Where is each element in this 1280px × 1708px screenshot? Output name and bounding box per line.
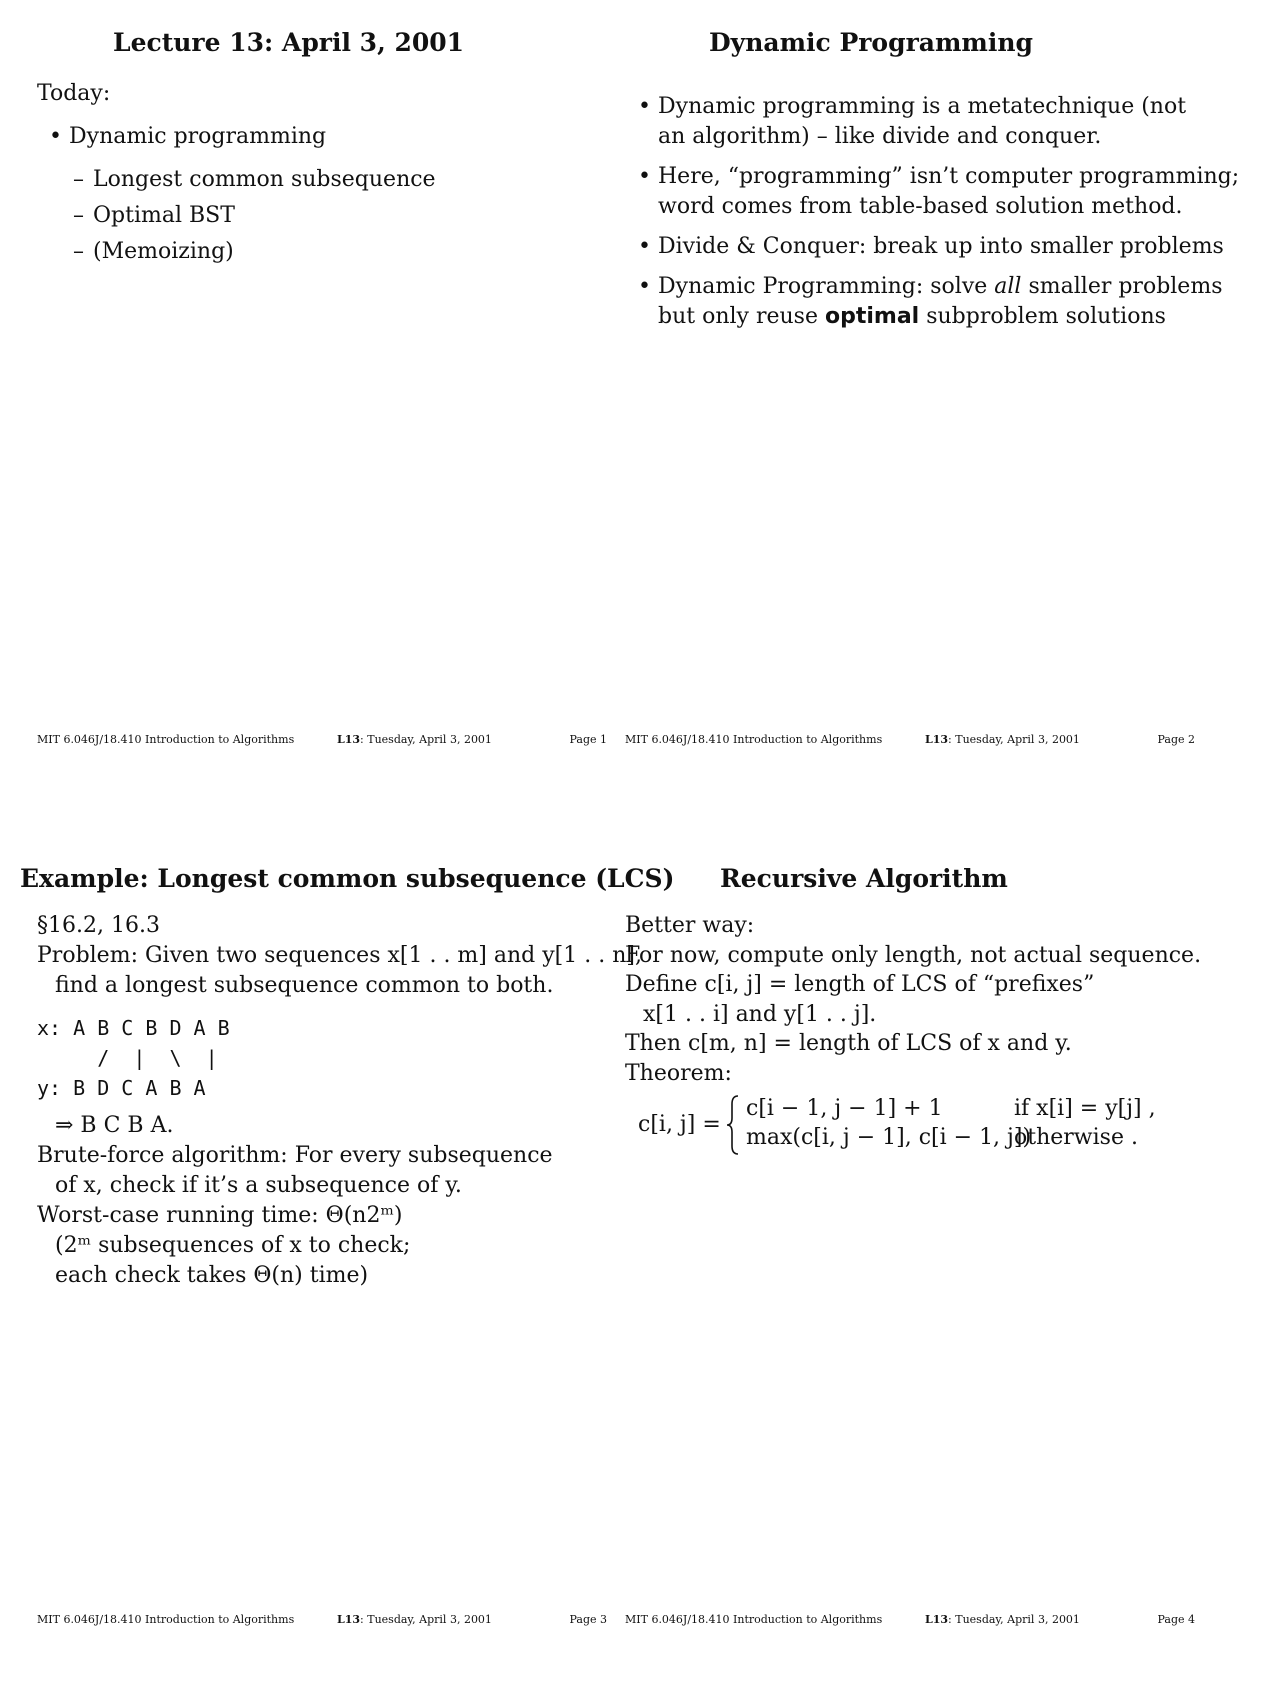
text-line: For now, compute only length, not actual sequence. (625, 942, 1202, 968)
sub-item: – Longest common subsequence (71, 162, 436, 198)
today-label: Today: (37, 81, 111, 106)
brute-force-line: of x, check if it’s a subsequence of y. (55, 1173, 462, 1198)
footer-course: MIT 6.046J/18.410 Introduction to Algorithms (625, 733, 883, 746)
brute-force-line: Brute-force algorithm: For every subsequence (37, 1143, 553, 1168)
footer-course: MIT 6.046J/18.410 Introduction to Algorithms (37, 1613, 295, 1626)
case-1-condition: if x[i] = y[j] , (1014, 1096, 1156, 1121)
y-sequence: y: B D C A B A (37, 1076, 206, 1100)
bold-text: optimal (824, 304, 920, 329)
footer-course: MIT 6.046J/18.410 Introduction to Algorithms (37, 733, 295, 746)
bullet-item (636, 162, 1239, 222)
sub-item: – Optimal BST (71, 198, 436, 234)
case-1-expression: c[i − 1, j − 1] + 1 (746, 1096, 943, 1121)
text-line: Define c[i, j] = length of LCS of “prefixes” (625, 972, 1095, 997)
slide-4 (620, 864, 1260, 1708)
slide-3 (0, 864, 675, 1708)
text-line: x[1 . . i] and y[1 . . j]. (643, 1001, 877, 1027)
bullet-item (636, 232, 1239, 262)
footer-lecture-date: : Tuesday, April 3, 2001 (948, 733, 1080, 746)
slide-title: Dynamic Programming (709, 28, 1034, 57)
case-2-expression: max(c[i, j − 1], c[i − 1, j]) (746, 1125, 1032, 1150)
slide-body (37, 911, 642, 1291)
slide-footer (37, 1613, 607, 1629)
equation-lhs: c[i, j] = (638, 1112, 721, 1137)
footer-page: Page 3 (569, 1613, 607, 1626)
slide-footer (625, 1613, 1195, 1629)
bullet-line: word comes from table-based solution method. (658, 194, 1183, 219)
bullet-item (636, 272, 1239, 332)
problem-line: Problem: Given two sequences x[1 . . m] and y[1 . . n], (37, 943, 642, 968)
footer-lecture-code: L13 (337, 733, 361, 746)
text-line: Theorem: (625, 1060, 732, 1086)
slide-1 (0, 0, 640, 828)
footer-lecture-code: L13 (925, 1613, 949, 1626)
text-run: smaller problems (1021, 274, 1223, 299)
slide-footer (37, 733, 607, 749)
lcs-result: ⇒ B C B A. (55, 1113, 174, 1138)
alignment-links: / | \ | (37, 1046, 218, 1070)
bullet-item (636, 92, 1239, 152)
bullet-line (658, 272, 1239, 302)
text-run: but only reuse (658, 304, 825, 329)
footer-lecture-code: L13 (337, 1613, 361, 1626)
slide-title: Recursive Algorithm (720, 864, 1008, 893)
footer-page: Page 4 (1157, 1613, 1195, 1626)
bullet-line: • Dynamic programming is a metatechnique (not (658, 94, 1187, 119)
footer-lecture-date: : Tuesday, April 3, 2001 (948, 1613, 1080, 1626)
sub-item: – (Memoizing) (71, 234, 436, 270)
slide-title: Lecture 13: April 3, 2001 (113, 28, 465, 57)
slide-footer (625, 733, 1195, 749)
footer-lecture (925, 733, 1080, 746)
slide-2 (620, 0, 1260, 828)
footer-lecture-code: L13 (925, 733, 949, 746)
problem-line: find a longest subsequence common to both. (55, 973, 554, 998)
footer-page: Page 1 (569, 733, 607, 746)
emphasis-text: all (994, 274, 1022, 299)
left-brace (726, 1094, 740, 1156)
footer-lecture-date: : Tuesday, April 3, 2001 (360, 1613, 492, 1626)
bullet-text: Dynamic programming (69, 124, 327, 149)
footer-lecture (337, 1613, 492, 1626)
case-2-condition: otherwise . (1014, 1125, 1138, 1150)
text-line: Better way: (625, 913, 755, 938)
footer-course: MIT 6.046J/18.410 Introduction to Algorithms (625, 1613, 883, 1626)
x-sequence: x: A B C B D A B (37, 1016, 230, 1040)
sub-list (71, 162, 436, 270)
footer-lecture-date: : Tuesday, April 3, 2001 (360, 733, 492, 746)
slide-body (625, 911, 1201, 1088)
bullet-item (47, 121, 436, 152)
slide-title: Example: Longest common subsequence (LCS) (20, 864, 675, 893)
section-ref: §16.2, 16.3 (37, 913, 160, 938)
bullet-line: • Divide & Conquer: break up into smaller problems (658, 234, 1224, 259)
slide-body (636, 92, 1239, 342)
bullet-line: • Here, “programming” isn’t computer programming; (658, 164, 1240, 189)
footer-page: Page 2 (1157, 733, 1195, 746)
bullet-line: an algorithm) – like divide and conquer. (658, 124, 1102, 149)
text-run: Dynamic Programming: solve (658, 274, 995, 299)
worst-case-line: Worst-case running time: Θ(n2ᵐ) (37, 1203, 403, 1228)
text-line: Then c[m, n] = length of LCS of x and y. (625, 1031, 1072, 1056)
bullet-line (658, 302, 1239, 332)
worst-case-line: (2ᵐ subsequences of x to check; (55, 1233, 411, 1258)
recurrence-equation (638, 1092, 1178, 1158)
footer-lecture (337, 733, 492, 746)
text-run: subproblem solutions (919, 304, 1166, 329)
worst-case-line: each check takes Θ(n) time) (55, 1263, 369, 1288)
footer-lecture (925, 1613, 1080, 1626)
slide-body (37, 78, 436, 270)
